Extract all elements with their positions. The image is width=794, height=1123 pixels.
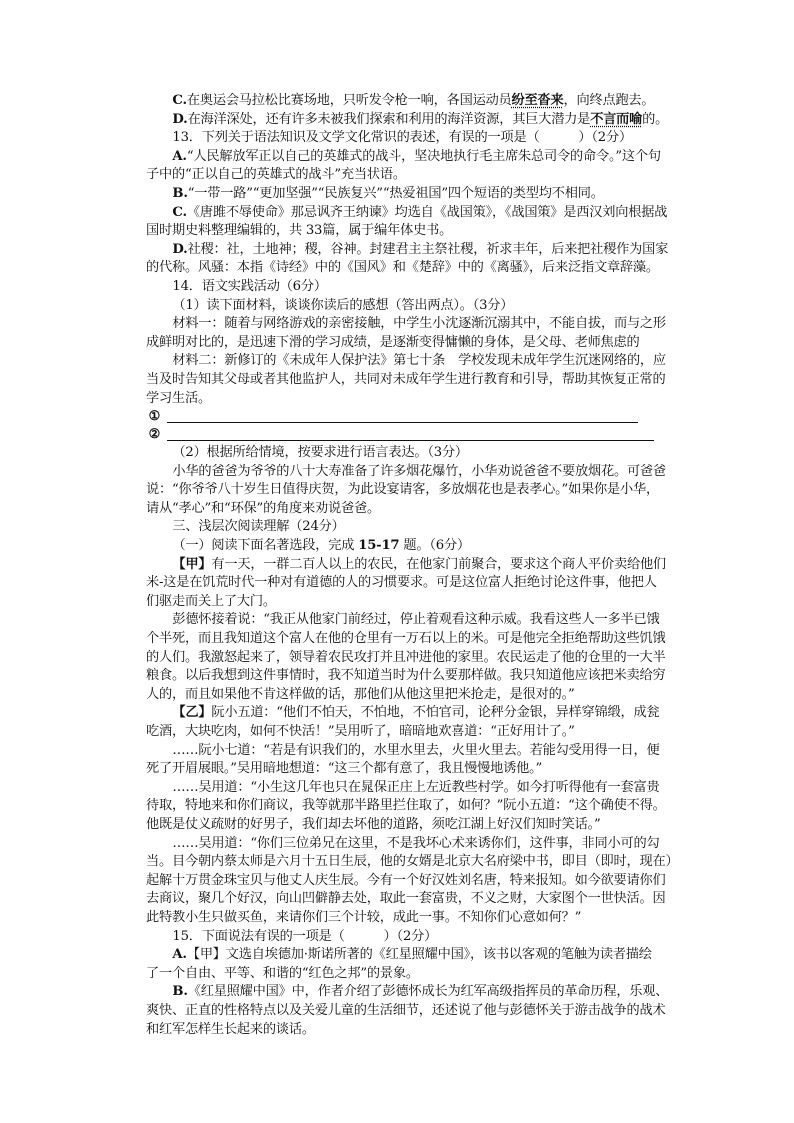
passage-yi-4-cont: 此特教小生只做买鱼，来请你们三个计较，成此一事。不知你们心意如何？” (146, 909, 582, 925)
blank-number: ② (148, 426, 161, 442)
passage-jia-cont: 米-这是在饥荒时代一种对有道德的人的习惯要求。可是这位富人拒绝讨论这件事，他把人 (146, 575, 657, 591)
question-14: 14．语文实践活动（6分） (172, 278, 327, 294)
passage-yi-2-cont: 死了开眉展眼。”吴用暗地想道：“这三个都有意了，我且慢慢地诱他。” (146, 761, 543, 777)
q13-option-a-cont: 子中的“正以自己的英雄式的战斗”充当状语。 (146, 167, 406, 183)
passage-yi: 【乙】阮小五道：“他们不怕天，不怕地，不怕官司，论秤分金银，异样穿锦缎，成瓮 (172, 705, 660, 721)
scenario: 小华的爸爸为爷爷的八十大寿准备了许多烟花爆竹，小华劝说爸爸不要放烟花。可爸爸 (172, 463, 666, 479)
material-1: 材料一：随着与网络游戏的亲密接触，中学生小沈逐渐沉溺其中，不能自拔，而与之形 (172, 316, 666, 332)
q13-option-b: B.“一带一路”“更加坚强”“民族复兴”“热爱祖国”四个短语的类型均不相同。 (172, 185, 604, 201)
passage-peng-cont: 的人们。我激怒起来了，领导着农民攻打并且冲进他的家里。农民运走了他的仓里的一大半 (146, 649, 666, 665)
answer-line (167, 440, 654, 441)
passage-peng-cont: 粮食。以后我想到这件事情时，我不知道当时为什么要那样做。我只知道他应该把米卖给穷 (146, 668, 666, 684)
passage-peng-cont: 人的，而且如果他不肯这样做的话，那他们从他这里把米抢走，是很对的。” (146, 686, 575, 702)
passage-yi-4-cont: 去商议，聚几个好汉，向山凹僻静去处，取此一套富贵，不义之财，大家图个一世快活。因 (146, 891, 666, 907)
answer-line (167, 422, 638, 423)
q13-option-d: D.社稷：社，土地神；稷，谷神。封建君主主祭社稷，祈求丰年，后来把社稷作为国家 (172, 241, 669, 257)
q13-option-c-cont: 国时期史料整理编辑的，共 33篇，属于编年体史书。 (146, 223, 453, 239)
q15-option-a-cont: 了一个自由、平等、和谐的“红色之邦”的景象。 (146, 965, 419, 981)
material-2-cont: 当及时告知其父母或者其他监护人，共同对未成年学生进行教育和引导，帮助其恢复正常的 (146, 371, 666, 387)
passage-yi-cont: 吃酒，大块吃肉，如何不快活！”吴用听了，暗暗地欢喜道：“正好用计了。” (146, 724, 575, 739)
passage-jia-cont: 们驱走而关上了大门。 (146, 593, 276, 609)
answer-blank-2[interactable] (146, 426, 678, 444)
q13-option-a: A.“人民解放军正以自己的英雄式的战斗，坚决地执行毛主席朱总司令的命令。”这个句 (172, 148, 661, 164)
q15-option-a: A.【甲】文选自埃德加·斯诺所著的《红星照耀中国》，该书以客观的笔触为读者描绘 (172, 947, 652, 963)
passage-jia: 【甲】有一天，一群二百人以上的农民，在他家门前聚合，要求这个商人平价卖给他们 (172, 556, 666, 572)
passage-yi-4-cont: 起解十万贯金珠宝贝与他丈人庆生辰。今有一个好汉姓刘名唐，特来报知。如今欲要请你们 (146, 872, 666, 888)
dotted-phrase: 不言而喻 (590, 111, 643, 127)
scenario-cont: 说：“你爷爷八十岁生日值得庆贺，为此设宴请客，多放烟花也是表孝心。”如果你是小华， (146, 482, 659, 498)
option-c: C.在奥运会马拉松比赛场地，只听发令枪一响，各国运动员纷至沓来，向终点跑去。 (172, 93, 655, 108)
material-2-cont: 学习生活。 (146, 390, 211, 406)
material-2: 材料二：新修订的《未成年人保护法》第七十条 学校发现未成年学生沉迷网络的，应 (172, 353, 666, 369)
passage-yi-4-cont: 当。目今朝内蔡太师是六月十五日生辰，他的女婿是北京大名府梁中书，即目（即时，现在） (146, 854, 679, 870)
passage-yi-3-cont: 他既是仗义疏财的好男子，我们却去坏他的道路，须吃江湖上好汉们知时笑话。” (146, 816, 601, 832)
scenario-cont: 请从“孝心”和“环保”的角度来劝说爸爸。 (146, 500, 380, 516)
question-14-1: （1）读下面材料，谈谈你读后的感想（答出两点）。（3分） (172, 297, 514, 313)
q13-option-c: C.《唐雎不辱使命》那忌讽齐王纳谏》均选自《战国策》，《战国策》是西汉刘向根据战 (172, 204, 668, 220)
passage-yi-3-cont: 待取，特地来和你们商议，我等就那半路里拦住取了，如何？”阮小五道：“这个确使不得。 (146, 798, 666, 814)
passage-peng-cont: 个半死，而且我知道这个富人在他的仓里有一万石以上的米。可是他完全拒绝帮助这些饥饿 (146, 631, 666, 647)
page-content (146, 92, 678, 1039)
question-14-2: （2）根据所给情境，按要求进行语言表达。（3分） (172, 445, 468, 461)
blank-number: ① (148, 408, 161, 424)
dotted-phrase: 纷至沓来 (511, 93, 564, 108)
answer-blank-1[interactable] (146, 408, 678, 426)
q15-option-b-cont: 爽快、正直的性格特点以及关爱儿童的生活细节，还述说了他与彭德怀关于游击战争的战术 (146, 1002, 666, 1018)
option-d: D.在海洋深处，还有许多未被我们探索和利用的海洋资源，其巨大潜力是不言而喻的。 (172, 111, 669, 127)
question-15: 15．下面说法有误的一项是（ ）（2分） (172, 928, 438, 944)
question-13: 13．下列关于语法知识及文学文化常识的表述，有误的一项是（ ）（2分） (172, 130, 632, 146)
material-1-cont: 成鲜明对比的，是迅速下滑的学习成绩，是逐渐变得慵懒的身体，是父母、老师焦虑的 (146, 334, 640, 350)
q15-option-b: B.《红星照耀中国》中，作者介绍了彭德怀成长为红军高级指挥员的革命历程，乐观、 (172, 984, 669, 1000)
q13-option-d-cont: 的代称。风骚：本指《诗经》中的《国风》和《楚辞》中的《离骚》，后来泛指文章辞藻。 (146, 260, 659, 276)
passage-yi-2: ……阮小七道：“若是有识我们的，水里水里去，火里火里去。若能勾受用得一日，便 (172, 742, 660, 758)
passage-yi-3: ……吴用道：“小生这几年也只在晁保正庄上左近教些村学。如今打听得他有一套富贵 (172, 779, 660, 795)
section-3-1-heading: （一）阅读下面名著选段，完成 15-17 题。（6分） (172, 538, 470, 554)
passage-peng: 彭德怀接着说：“我正从他家门前经过，停止着观看这种示威。我看这些人一多半已饿 (172, 612, 660, 628)
q15-option-b-cont: 和红军怎样生长起来的谈话。 (146, 1021, 315, 1037)
passage-yi-4: ……吴用道：“你们三位弟兄在这里，不是我坏心术来诱你们，这件事，非同小可的勾 (172, 835, 660, 851)
section-3-heading: 三、浅层次阅读理解（24分） (172, 519, 345, 535)
